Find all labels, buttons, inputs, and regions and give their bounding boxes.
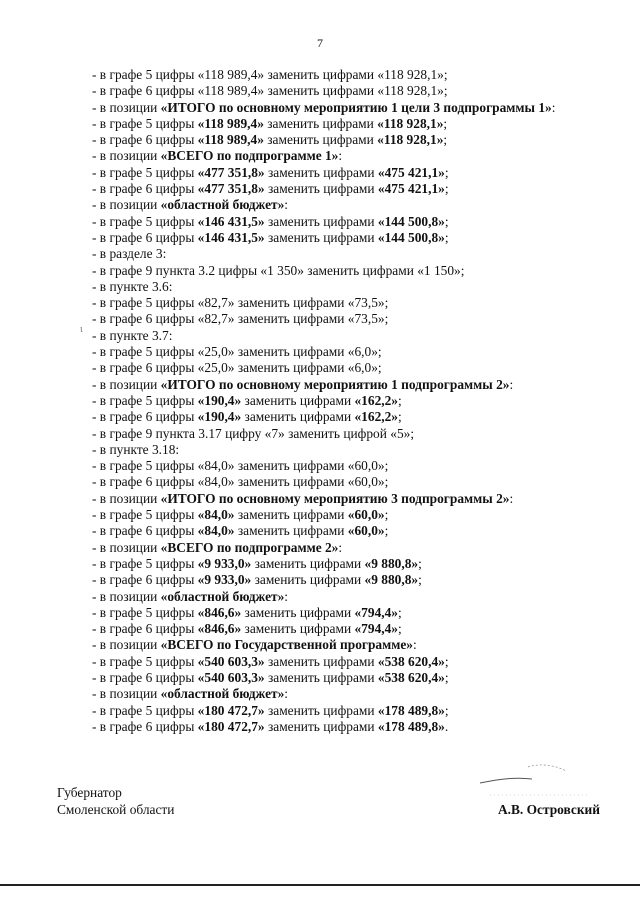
document-line	[92, 686, 622, 702]
text-segment: - в позиции	[92, 686, 161, 702]
bold-text: «846,6»	[197, 621, 242, 637]
text-segment: - в графе 6 цифры «118 989,4» заменить цифрами «118 928,1»;	[92, 83, 448, 99]
bold-text: «794,4»	[354, 621, 399, 637]
bold-text: «областной бюджет»	[160, 686, 285, 702]
bold-text: «ВСЕГО по подпрограмме 1»	[160, 148, 339, 164]
text-segment: - в графе 6 цифры	[92, 181, 198, 197]
bold-text: «475 421,1»	[377, 181, 445, 197]
document-line	[92, 572, 622, 588]
document-line	[92, 507, 622, 523]
text-segment: заменить цифрами	[264, 181, 378, 197]
bold-text: «180 472,7»	[197, 718, 265, 734]
text-segment: - в пункте 3.18:	[92, 441, 180, 457]
bold-text: «846,6»	[197, 604, 242, 620]
bottom-rule	[0, 884, 640, 886]
text-segment: - в позиции	[92, 99, 161, 115]
document-line	[92, 670, 622, 686]
document-line	[92, 181, 622, 197]
text-segment: - в графе 6 цифры	[92, 669, 198, 685]
document-line	[92, 263, 622, 279]
document-line	[92, 230, 622, 246]
document-line	[92, 295, 622, 311]
text-segment: ;	[418, 572, 422, 588]
document-line	[92, 491, 622, 507]
document-line	[92, 360, 622, 376]
text-segment: ;	[444, 181, 449, 197]
document-line	[92, 100, 622, 116]
document-line	[92, 279, 622, 295]
text-segment: - в позиции	[92, 148, 161, 164]
text-segment: - в позиции	[92, 637, 161, 653]
document-line	[92, 214, 622, 230]
bold-text: «180 472,7»	[197, 702, 265, 718]
bold-text: «областной бюджет»	[160, 197, 285, 213]
text-segment: - в графе 6 цифры «82,7» заменить цифрами «73,5»;	[92, 311, 389, 327]
document-line	[92, 442, 622, 458]
text-segment: заменить цифрами	[241, 409, 355, 425]
text-segment: ;	[398, 604, 402, 620]
text-segment: :	[551, 99, 556, 115]
document-line	[92, 426, 622, 442]
text-segment: ;	[444, 669, 449, 685]
document-line	[92, 719, 622, 735]
text-segment: - в пункте 3.6:	[92, 278, 173, 294]
text-segment: - в позиции	[92, 588, 161, 604]
bold-text: «118 989,4»	[197, 115, 264, 131]
text-segment: - в графе 5 цифры	[92, 604, 198, 620]
text-segment: ;	[444, 164, 449, 180]
bold-text: «190,4»	[197, 409, 242, 425]
text-segment: - в позиции	[92, 376, 161, 392]
text-segment: ;	[384, 523, 389, 539]
bold-text: «ВСЕГО по Государственной программе»	[160, 637, 413, 653]
bold-text: «538 620,4»	[377, 669, 445, 685]
document-line	[92, 132, 622, 148]
bold-text: «60,0»	[347, 523, 385, 539]
signature-position-line2: Смоленской области	[57, 802, 175, 817]
bold-text: «118 928,1»	[377, 132, 444, 148]
text-segment: заменить цифрами	[263, 132, 378, 148]
document-body	[92, 67, 622, 735]
text-segment: - в позиции	[92, 539, 161, 555]
bold-text: «9 880,8»	[364, 555, 419, 571]
text-segment: - в разделе 3:	[92, 246, 167, 262]
text-segment: заменить цифрами	[234, 523, 348, 539]
text-segment: заменить цифрами	[264, 718, 378, 734]
text-segment: ;	[398, 409, 402, 425]
margin-mark: ι	[80, 324, 83, 335]
bold-text: «ВСЕГО по подпрограмме 2»	[160, 539, 339, 555]
text-segment: заменить цифрами	[264, 702, 378, 718]
document-line	[92, 523, 622, 539]
document-line	[92, 246, 622, 262]
page-number: 7	[317, 36, 323, 50]
text-segment: ;	[444, 213, 449, 229]
text-segment: - в графе 5 цифры	[92, 555, 198, 571]
text-segment: - в графе 6 цифры «84,0» заменить цифрами «60,0»;	[92, 474, 389, 490]
text-segment: :	[338, 539, 343, 555]
text-segment: - в пункте 3.7:	[92, 327, 173, 343]
text-segment: - в графе 6 цифры «25,0» заменить цифрами «6,0»;	[92, 360, 382, 376]
text-segment: - в графе 6 цифры	[92, 523, 198, 539]
text-segment: - в графе 5 цифры	[92, 392, 198, 408]
text-segment: - в графе 5 цифры	[92, 702, 198, 718]
text-segment: - в графе 6 цифры	[92, 621, 198, 637]
document-line	[92, 311, 622, 327]
text-segment: ;	[398, 392, 402, 408]
text-segment: заменить цифрами	[234, 507, 348, 523]
text-segment: заменить цифрами	[264, 164, 378, 180]
text-segment: ;	[443, 115, 448, 131]
text-segment: - в графе 5 цифры «84,0» заменить цифрами «60,0»;	[92, 458, 389, 474]
bold-text: «144 500,8»	[377, 229, 445, 245]
text-segment: - в графе 6 цифры	[92, 718, 198, 734]
document-line	[92, 621, 622, 637]
document-line	[92, 344, 622, 360]
bold-text: «ИТОГО по основному мероприятию 3 подпрограммы 2»	[160, 490, 510, 506]
document-line	[92, 605, 622, 621]
document-line	[92, 148, 622, 164]
text-segment: - в графе 6 цифры	[92, 229, 198, 245]
text-segment: - в графе 5 цифры	[92, 507, 198, 523]
bold-text: «162,2»	[354, 392, 399, 408]
text-segment: :	[413, 637, 417, 653]
bold-text: «475 421,1»	[377, 164, 445, 180]
text-segment: - в графе 6 цифры	[92, 572, 198, 588]
text-segment: - в позиции	[92, 490, 161, 506]
text-segment: - в позиции	[92, 197, 161, 213]
text-segment: ;	[398, 621, 402, 637]
bold-text: «146 431,5»	[197, 213, 265, 229]
text-segment: - в графе 5 цифры	[92, 115, 198, 131]
document-line	[92, 474, 622, 490]
document-line	[92, 540, 622, 556]
text-segment: заменить цифрами	[264, 229, 378, 245]
bold-text: «540 603,3»	[197, 653, 265, 669]
document-line	[92, 197, 622, 213]
document-line	[92, 328, 622, 344]
bold-text: «540 603,3»	[197, 669, 265, 685]
bold-text: «84,0»	[197, 507, 235, 523]
bold-text: «538 620,4»	[377, 653, 445, 669]
document-line	[92, 83, 622, 99]
text-segment: заменить цифрами	[264, 653, 378, 669]
document-line	[92, 116, 622, 132]
text-segment: заменить цифрами	[264, 213, 378, 229]
document-line	[92, 637, 622, 653]
text-segment: :	[338, 148, 343, 164]
text-segment: ;	[418, 555, 422, 571]
text-segment: - в графе 9 пункта 3.2 цифры «1 350» заменить цифрами «1 150»;	[92, 262, 465, 278]
bold-text: «9 933,0»	[197, 555, 252, 571]
bold-text: «областной бюджет»	[160, 588, 285, 604]
text-segment: ;	[444, 229, 449, 245]
bold-text: «84,0»	[197, 523, 235, 539]
document-line	[92, 67, 622, 83]
document-line	[92, 393, 622, 409]
text-segment: - в графе 5 цифры «118 989,4» заменить цифрами «118 928,1»;	[92, 67, 448, 82]
document-line	[92, 654, 622, 670]
bold-text: «477 351,8»	[197, 164, 265, 180]
text-segment: :	[509, 490, 514, 506]
text-segment: заменить цифрами	[264, 669, 378, 685]
document-line	[92, 589, 622, 605]
text-segment: заменить цифрами	[251, 555, 365, 571]
text-segment: ;	[384, 507, 389, 523]
bold-text: «ИТОГО по основному мероприятию 1 подпрограммы 2»	[160, 376, 510, 392]
text-segment: - в графе 9 пункта 3.17 цифру «7» заменить цифрой «5»;	[92, 425, 415, 441]
bold-text: «60,0»	[347, 507, 385, 523]
bold-text: «178 489,8»	[377, 702, 445, 718]
document-line	[92, 377, 622, 393]
bold-text: «ИТОГО по основному мероприятию 1 цели 3 подпрограммы 1»	[160, 99, 552, 115]
text-segment: - в графе 6 цифры	[92, 132, 198, 148]
text-segment: ;	[444, 702, 449, 718]
bold-text: «190,4»	[197, 392, 242, 408]
bold-text: «118 989,4»	[197, 132, 264, 148]
text-segment: - в графе 5 цифры	[92, 653, 198, 669]
text-segment: заменить цифрами	[241, 621, 355, 637]
text-segment: ;	[444, 653, 449, 669]
text-segment: - в графе 6 цифры	[92, 409, 198, 425]
document-line	[92, 409, 622, 425]
text-segment: - в графе 5 цифры «82,7» заменить цифрами «73,5»;	[92, 295, 389, 311]
bold-text: «146 431,5»	[197, 229, 265, 245]
bold-text: «477 351,8»	[197, 181, 265, 197]
signature-name: А.В. Островский	[497, 802, 600, 817]
text-segment: заменить цифрами	[241, 604, 355, 620]
document-line	[92, 556, 622, 572]
bold-text: «162,2»	[354, 409, 399, 425]
text-segment: ;	[443, 132, 448, 148]
text-segment: - в графе 5 цифры	[92, 213, 198, 229]
text-segment: :	[284, 686, 289, 702]
signature-position-line1: Губернатор	[57, 785, 122, 800]
text-segment: заменить цифрами	[263, 115, 378, 131]
bold-text: «9 880,8»	[364, 572, 419, 588]
signature-position	[57, 784, 174, 818]
document-line	[92, 458, 622, 474]
document-line	[92, 703, 622, 719]
bold-text: «9 933,0»	[197, 572, 252, 588]
text-segment: :	[509, 376, 514, 392]
bold-text: «144 500,8»	[377, 213, 445, 229]
text-segment: заменить цифрами	[241, 392, 355, 408]
text-segment: .	[444, 718, 449, 734]
text-segment: заменить цифрами	[251, 572, 365, 588]
text-segment: - в графе 5 цифры	[92, 164, 198, 180]
text-segment: :	[284, 588, 289, 604]
bold-text: «178 489,8»	[377, 718, 445, 734]
bold-text: «118 928,1»	[377, 115, 444, 131]
document-line	[92, 165, 622, 181]
bold-text: «794,4»	[354, 604, 399, 620]
text-segment: :	[284, 197, 289, 213]
text-segment: - в графе 5 цифры «25,0» заменить цифрами «6,0»;	[92, 344, 382, 360]
